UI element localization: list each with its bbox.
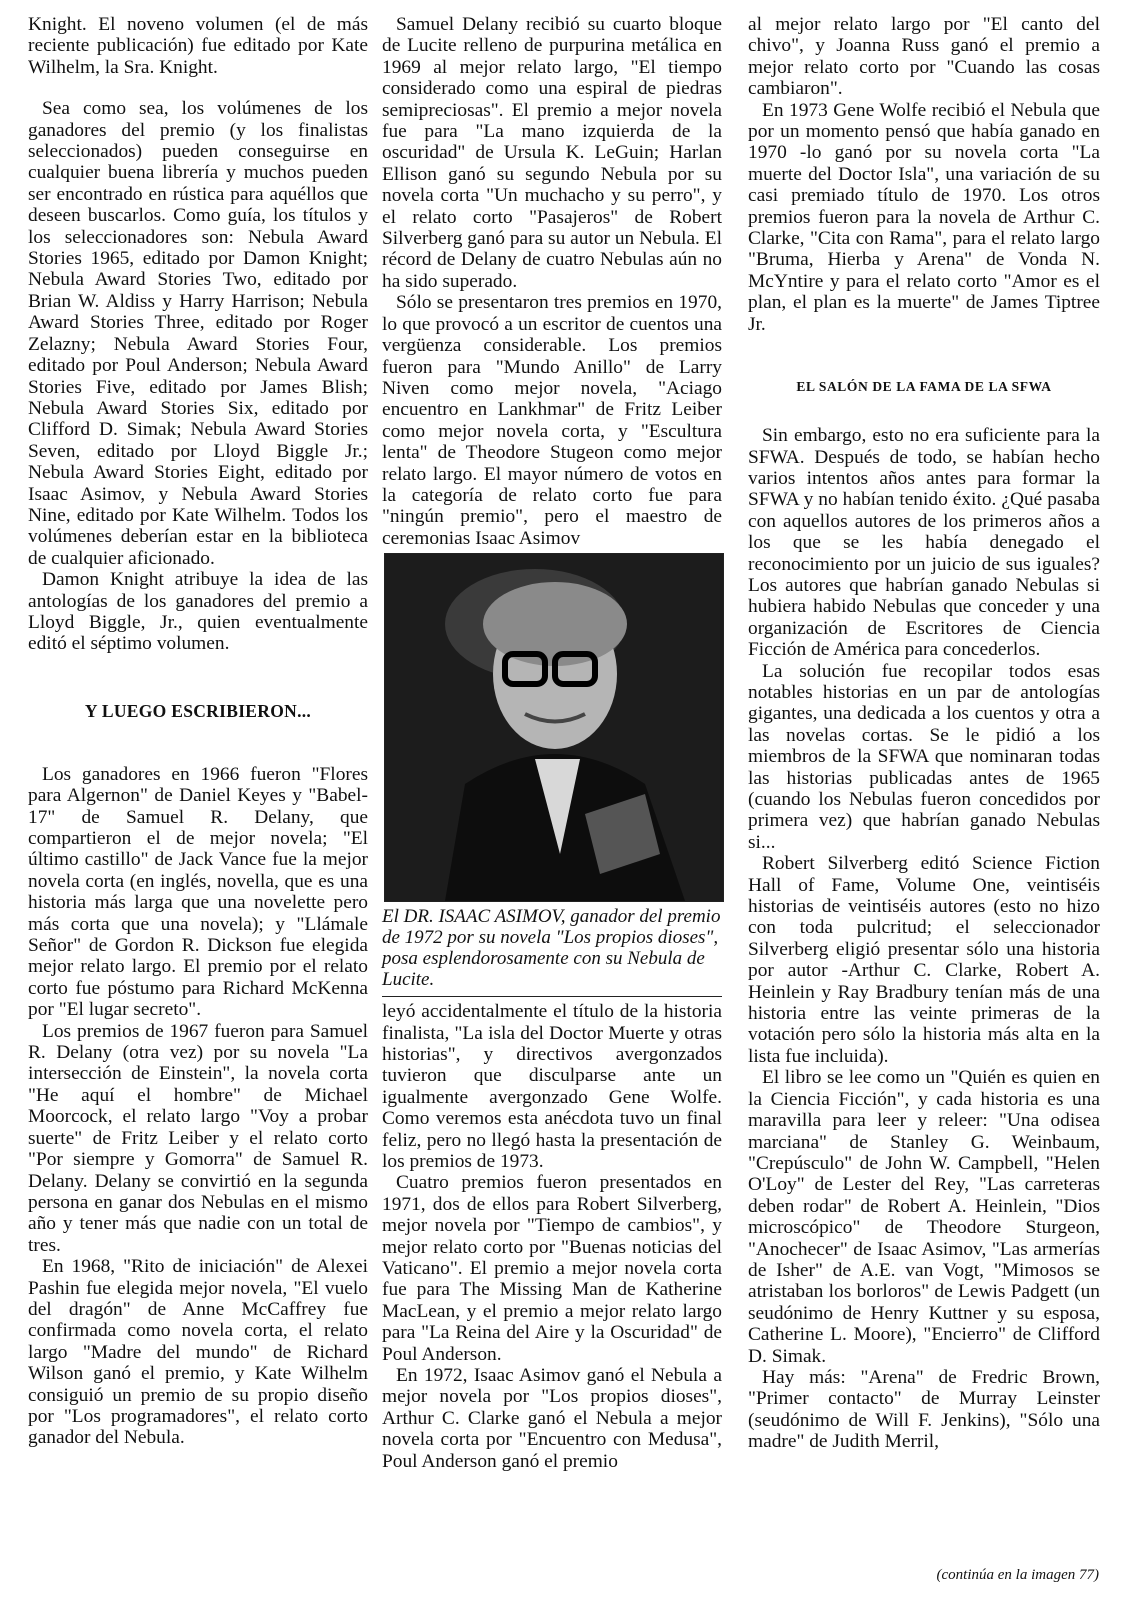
column-1 — [28, 14, 368, 1449]
paragraph: En 1973 Gene Wolfe recibió el Nebula que por un momento pensó que había ganado en 1970 -lo ganó por su novela corta "La muerte del Doctor Isla", una variación de su casi premiado título de 1970. Los otros premios fueron para la novela de Arthur C. Clarke, "Cita con Rama", para el relato largo "Bruma, Hierba y Arena" de Vonda N. McYntire y para el relato corto "Amor es el plan, el plan es la muerte" de James Tiptree Jr. — [748, 99, 1100, 335]
paragraph: Sin embargo, esto no era suficiente para la SFWA. Después de todo, se habían hecho varios intentos años antes para formar la SFWA y no habían tenido éxito. ¿Qué pasaba con aquellos autores de los primeros años a los que se les había denegado el reconocimiento por un juicio de sus iguales? Los autores que habrían ganado Nebulas si hubiera habido Nebulas que conceder y una organización de Escritores de Ciencia Ficción de América para concederlos. — [748, 425, 1100, 661]
paragraph: Damon Knight atribuye la idea de las antologías de los ganadores del premio a Lloyd Biggle, Jr., quien eventualmente editó el séptimo volumen. — [28, 569, 368, 655]
paragraph: El libro se lee como un "Quién es quien en la Ciencia Ficción", y cada historia es una maravilla para leer y releer: "Una odisea marciana" de Stanley G. Weinbaum, "Crepúsculo" de John W. Campbell, "Helen O'Loy" de Lester del Rey, "Las carreteras deben rodar" de Robert A. Heinlein, "Dios microscópico" de Theodore Sturgeon, "Anochecer" de Isaac Asimov, "Las armerías de Isher" de A.E. van Vogt, "Mimosos se atristaban los borloros" de Lewis Padgett (un seudónimo de Henry Kuttner y su esposa, Catherine L. Moore), "Encierro" de Clifford D. Simak. — [748, 1067, 1100, 1367]
paragraph: Knight. El noveno volumen (el de más reciente publicación) fue editado por Kate Wilhelm, la Sra. Knight. — [28, 14, 368, 78]
paragraph: En 1968, "Rito de iniciación" de Alexei Pashin fue elegida mejor novela, "El vuelo del dragón" de Anne McCaffrey fue confirmada como novela corta, el relato largo "Madre del mundo" de Richard Wilson ganó el premio, y Kate Wilhelm consiguió un premio de su propio diseño por "Los programadores", el relato corto ganador del Nebula. — [28, 1256, 368, 1449]
paragraph: Robert Silverberg editó Science Fiction Hall of Fame, Volume One, veintiséis historias de veintiséis autores (esto no hizo con toda pulcritud; el seleccionador Silverberg eligió presentar sólo una historia por autor -Arthur C. Clarke, Robert A. Heinlein y Ray Bradbury tenían más de una historia entre las veinte primeras de la votación pero sólo la historia más alta en la lista fue incluida). — [748, 853, 1100, 1067]
column-3 — [748, 14, 1100, 1453]
portrait-illustration — [385, 554, 723, 901]
paragraph: Hay más: "Arena" de Fredric Brown, "Primer contacto" de Murray Leinster (seudónimo de Will F. Jenkins), "Sólo una madre" de Judith Merril, — [748, 1366, 1100, 1453]
continued-note: (continúa en la imagen 77) — [936, 1567, 1099, 1583]
paragraph: leyó accidentalmente el título de la historia finalista, "La isla del Doctor Muerte y otras historias", y directivos avergonzados tuvieron que disculparse ante un igualmente avergonzado Gene Wolfe. Como veremos esta anécdota tuvo un final feliz, pero no llegó hasta la presentación de los premios de 1973. — [382, 1001, 722, 1172]
column-2 — [382, 14, 722, 1472]
section-heading: Y LUEGO ESCRIBIERON... — [84, 700, 312, 721]
paragraph: Los ganadores en 1966 fueron "Flores para Algernon" de Daniel Keyes y "Babel-17" de Samuel R. Delany, que compartieron el de mejor novela; "El último castillo" de Jack Vance fue la mejor novela corta (en inglés, novella, que es una historia más larga que una novelette pero más corta que una novela); y "Llámale Señor" de Gordon R. Dickson fue elegida mejor relato largo. El premio por el relato corto fue póstumo para Richard McKenna por "El lugar secreto". — [28, 763, 368, 1021]
paragraph: Cuatro premios fueron presentados en 1971, dos de ellos para Robert Silverberg, mejor novela por "Tiempo de cambios", y mejor relato corto por "Buenas noticias del Vaticano". El premio a mejor novela corta fue para The Missing Man de Katherine MacLean, y el premio a mejor relato largo para "La Reina del Aire y la Oscuridad" de Poul Anderson. — [382, 1172, 722, 1365]
paragraph: Sólo se presentaron tres premios en 1970, lo que provocó a un escritor de cuentos una vergüenza considerable. Los premios fueron para "Mundo Anillo" de Larry Niven como mejor novela, "Aciago encuentro en Lankhmar" de Fritz Leiber como mejor novela corta, y "Escultura lenta" de Theodore Stugeon como mejor relato largo. El mayor número de votos en la categoría de relato corto fue para "ningún premio", pero el maestro de ceremonias Isaac Asimov — [382, 292, 722, 549]
paragraph: Samuel Delany recibió su cuarto bloque de Lucite relleno de purpurina metálica en 1969 al mejor relato largo, "El tiempo considerado como una espiral de piedras semipreciosas". El premio a mejor novela fue para "La mano izquierda de la oscuridad" de Ursula K. LeGuin; Harlan Ellison ganó su segundo Nebula por su novela corta "Un muchacho y su perro", y el relato corto "Pasajeros" de Robert Silverberg ganó para su autor un Nebula. El récord de Delany de cuatro Nebulas aún no ha sido superado. — [382, 14, 722, 292]
photo-caption: El DR. ISAAC ASIMOV, ganador del premio de 1972 por su novela "Los propios dioses", posa esplendorosamente con su Nebula de Lucite. — [382, 906, 722, 997]
paragraph: En 1972, Isaac Asimov ganó el Nebula a mejor novela por "Los propios dioses", Arthur C. Clarke ganó el Nebula a mejor novela corta por "Encuentro con Medusa", Poul Anderson ganó el premio — [382, 1365, 722, 1472]
paragraph: Sea como sea, los volúmenes de los ganadores del premio (y los finalistas seleccionados) pueden conseguirse en cualquier buena librería y muchos pueden ser encontrado en rústica para aquéllos que deseen buscarlos. Como guía, los títulos y los seleccionadores son: Nebula Award Stories 1965, editado por Damon Knight; Nebula Award Stories Two, editado por Brian W. Aldiss y Harry Harrison; Nebula Award Stories Three, editado por Roger Zelazny; Nebula Award Stories Four, editado por Poul Anderson; Nebula Award Stories Five, editado por James Blish; Nebula Award Stories Six, editado por Clifford D. Simak; Nebula Award Stories Seven, editado por Lloyd Biggle Jr.; Nebula Award Stories Eight, editado por Isaac Asimov, y Nebula Award Stories Nine, editado por Kate Wilhelm. Todos los volúmenes deberían estar en la biblioteca de cualquier aficionado. — [28, 98, 368, 569]
asimov-photo — [384, 553, 724, 902]
paragraph: La solución fue recopilar todos esas notables historias en un par de antologías gigantes, una dedicada a los cuentos y otra a las novelas cortas. Se le pidió a los miembros de la SFWA que nominaran todas las historias publicadas antes de 1965 (cuando los Nebulas fueron concedidos por primera vez) que habrían ganado Nebulas si... — [748, 660, 1100, 853]
section-heading: EL SALÓN DE LA FAMA DE LA SFWA — [796, 379, 1052, 395]
paragraph: al mejor relato largo por "El canto del chivo", y Joanna Russ ganó el premio a mejor relato corto por "Cuando las cosas cambiaron". — [748, 14, 1100, 100]
paragraph: Los premios de 1967 fueron para Samuel R. Delany (otra vez) por su novela "La intersección de Einstein", la novela corta "He aquí el hombre" de Michael Moorcock, el relato largo "Voy a probar suerte" de Fritz Leiber y el relato corto "Por siempre y Gomorra" de Samuel R. Delany. Delany se convirtió en la segunda persona en ganar dos Nebulas en el mismo año y tener más que nadie con un total de tres. — [28, 1020, 368, 1256]
